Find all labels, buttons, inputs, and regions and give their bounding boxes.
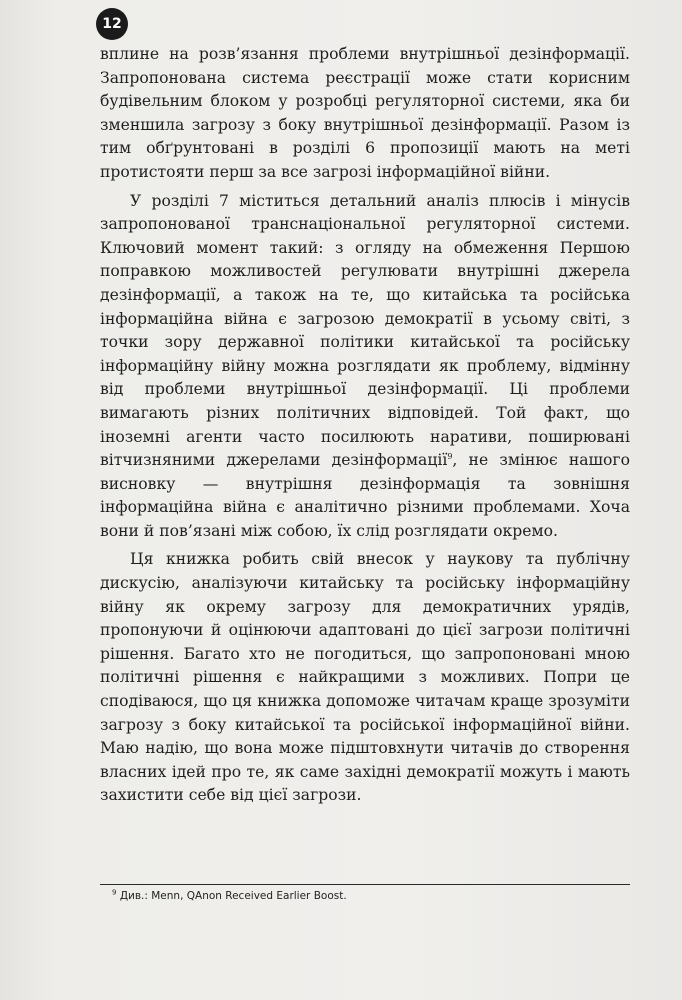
footnote-reference: 9 <box>447 451 453 461</box>
footnote-divider <box>100 884 630 885</box>
paragraph-1: вплине на розв’язання проблеми внутрішньої дезінформації. Запропонована система реєстрації може стати корисним будівельним блоком у розробці регуляторної системи, яка би зменшила загрозу з боку внутрішньої дезінформації. Разом із тим обґрунтовані в розділі 6 пропозиції мають на меті протистояти перш за все загрозі інформаційної війни. <box>100 45 630 181</box>
page-number-badge: 12 <box>96 8 128 40</box>
footnote <box>112 889 630 903</box>
paragraph-3: Ця книжка робить свій внесок у наукову та публічну дискусію, аналізуючи китайську та російську інформаційну війну як окрему загрозу для демократичних урядів, пропонуючи й оцінюючи адаптовані до цієї загрози політичні рішення. Багато хто не погодиться, що запропоновані мною політичні рішення є найкращими з можливих. Попри це сподіваюся, що ця книжка допоможе читачам краще зрозуміти загрозу з боку китайської та російської інформаційної війни. Маю надію, що вона може підштовхнути читачів до створення власних ідей про те, як саме західні демократії можуть і мають захистити себе від цієї загрози. <box>100 550 630 805</box>
paragraph-2-text-after-note: , не змінює нашого висновку — внутрішня дезінформація та зовнішня інформаційна війна є аналітично різними проблемами. Хоча вони й пов’язані між собою, їх слід розглядати окремо. <box>100 451 630 540</box>
paragraph-2-text-before-note: У розділі 7 міститься детальний аналіз плюсів і мінусів запропонованої транснаціональної регуляторної системи. Ключовий момент такий: з огляду на обмеження Першою поправкою можливостей регулювати внутрішні джерела дезінформації, а також на те, що китайська та російська інформаційна війна є загрозою демократії в усьому світі, з точки зору державної політики китайської та російську інформаційну війну можна розглядати як проблему, відмінну від проблеми внутрішньої дезінформації. Ці проблеми вимагають різних політичних відповідей. Той факт, що іноземні агенти часто посилюють наративи, поширювані вітчизняними джерелами дезінформації <box>100 191 630 470</box>
footnote-text: Див.: Menn, QAnon Received Earlier Boost. <box>119 890 347 902</box>
footnote-marker: 9 <box>112 888 117 897</box>
paragraph-2 <box>100 190 630 544</box>
main-text <box>100 43 630 808</box>
